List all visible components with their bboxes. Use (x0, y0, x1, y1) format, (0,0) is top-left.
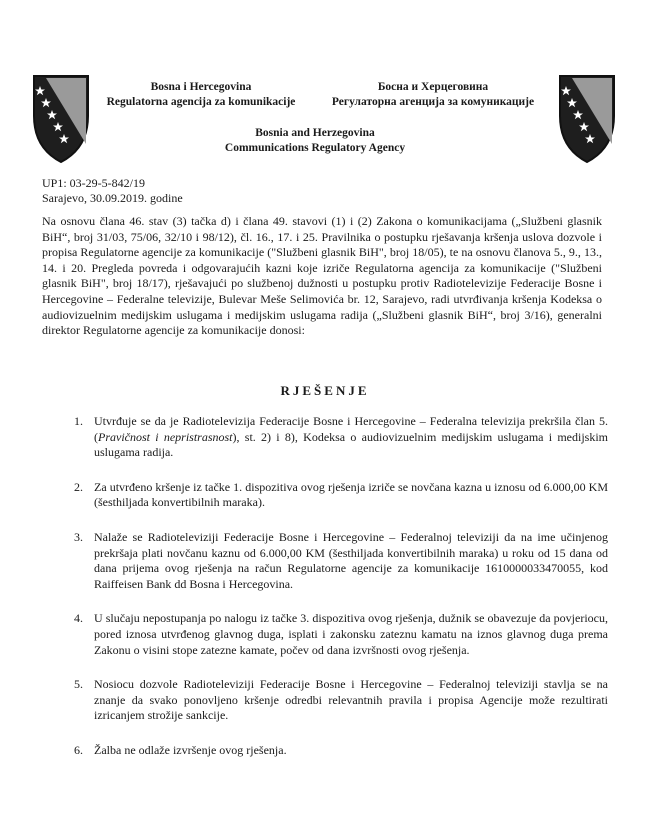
item-number: 4. (74, 611, 83, 626)
item-number: 1. (74, 414, 83, 428)
coat-of-arms-icon (32, 72, 90, 164)
header-country-cyrillic: Босна и Херцеговина (377, 81, 489, 93)
list-item (48, 414, 608, 461)
document-meta (42, 176, 183, 206)
item-text: Utvrđuje se da je Radiotelevizija Federacije Bosne i Hercegovine – Federalna televizija prekršila član 5. ( (94, 414, 608, 444)
place-date: Sarajevo, 30.09.2019. godine (42, 191, 183, 205)
list-item (48, 530, 608, 592)
header-agency-cyrillic: Регулаторна агенција за комуникације (331, 96, 535, 108)
list-item (48, 743, 608, 759)
header-agency-latin: Regulatorna agencija za komunikacije (106, 96, 296, 108)
list-item (48, 611, 608, 658)
header-agency-english: Communications Regulatory Agency (224, 142, 406, 154)
reference-number: UP1: 03-29-5-842/19 (42, 176, 145, 190)
item-number: 2. (74, 479, 83, 494)
item-number: 5. (74, 677, 83, 692)
decision-title: RJEŠENJE (280, 383, 370, 398)
header-english (180, 126, 450, 156)
header-country-english: Bosnia and Herzegovina (255, 127, 375, 139)
coat-of-arms-icon (558, 72, 616, 164)
header-country-latin: Bosna i Hercegovina (150, 81, 252, 93)
item-number: 6. (74, 742, 83, 757)
decision-items (48, 414, 608, 759)
list-item (48, 677, 608, 724)
item-text: Za utvrđeno kršenje iz tačke 1. dispozitiva ovog rješenja izriče se novčana kazna u iznosu od 6.000,00 KM (šesthiljada konvertibilnih maraka). (94, 479, 608, 510)
preamble-paragraph: Na osnovu člana 46. stav (3) tačka d) i člana 49. stavovi (1) i (2) Zakona o komunikacijama („Službeni glasnik BiH“, broj 31/03, 75/06, 32/10 i 98/12), čl. 16., 17. i 25. Pravilnika o postupku rješavanja kršenja uslova dozvole i propisa Regulatorne agencije za komunikacije ("Službeni glasnik BiH", broj 18/05), te na osnovu članova 5., 9., 13., 14. i 20. Pregleda povreda i odgovarajućih kazni koje izriče Regulatorna agencija za komunikacije ("Službeni glasnik BiH", broj 18/17), rješavajući po službenoj dužnosti u postupku protiv Radiotelevizije Federacije Bosne i Hercegovine – Federalne televizije, Bulevar Meše Selimovića br. 12, Sarajevo, radi utvrđivanja kršenja Kodeksa o audiovizuelnim medijskim uslugama i medijskim uslugama radija („Službeni glasnik BiH“, broj 3/16), generalni direktor Regulatorne agencije za komunikacije donosi: (42, 214, 602, 338)
item-text: Nalaže se Radioteleviziji Federacije Bosne i Hercegovine – Federalnoj televiziji da na ime učinjenog prekršaja plati novčanu kaznu od 6.000,00 KM (šesthiljada konvertibilnih maraka) u roku od 15 dana od dana prijema ovog rješenja na račun Regulatorne agencije za komunikacije 1610000033470055, kod Raiffeisen Bank dd Bosna i Hercegovina. (94, 529, 608, 591)
list-item (48, 480, 608, 511)
header-latin (96, 80, 306, 110)
item-text: Žalba ne odlaže izvršenje ovog rješenja. (94, 742, 287, 757)
header-cyrillic (318, 80, 548, 110)
item-text: ), st. 2) i 8), Kodeksa o audiovizuelnim medijskim uslugama i medijskim uslugama radija. (94, 429, 608, 460)
item-text-italic: Pravičnost i nepristrasnost (98, 429, 233, 444)
item-number: 3. (74, 529, 83, 544)
item-text: U slučaju nepostupanja po nalogu iz tačke 3. dispozitiva ovog rješenja, dužnik se obavezuje da povjeriocu, pored iznosa utvrđenog glavnog duga, isplati i zakonsku zateznu kamatu na iznos glavnog duga prema Zakonu o visini stope zatezne kamate, počev od dana izvršnosti ovog rješenja. (94, 611, 608, 657)
item-text: Nosiocu dozvole Radioteleviziji Federacije Bosne i Hercegovine – Federalnoj televiziji stavlja se na znanje da svako ponovljeno kršenje odredbi relevantnih pravila i propisa Agencije može rezultirati izricanjem strožije sankcije. (94, 677, 608, 723)
